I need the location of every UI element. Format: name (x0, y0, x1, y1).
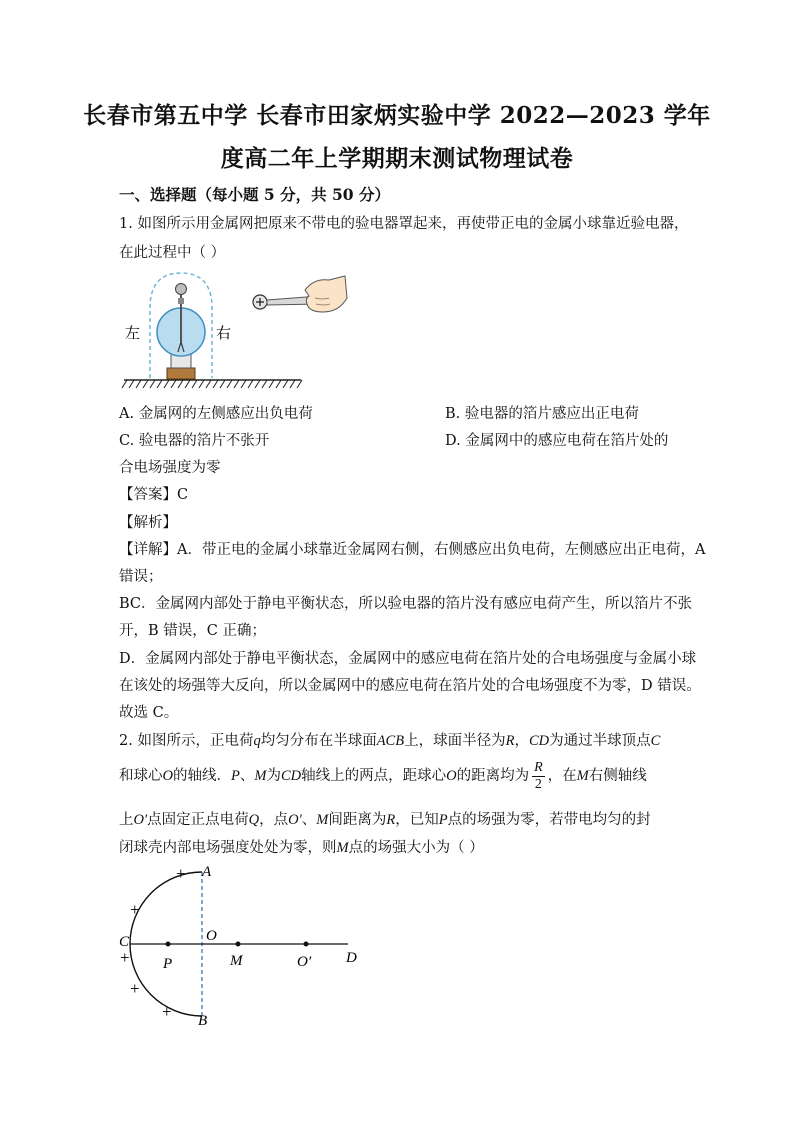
q2-text: 右侧轴线 (588, 768, 647, 784)
q2-text: ，已知 (395, 812, 439, 828)
q1-detail-line-3: BC．金属网内部处于静电平衡状态，所以验电器的箔片没有感应电荷产生，所以箔片不张 (119, 596, 693, 612)
q2-text: ，在 (547, 768, 577, 784)
q2-text: 、 (301, 812, 317, 828)
label-c: C (119, 934, 130, 950)
label-m: M (230, 953, 243, 969)
q2-text: 上，球面半径为 (404, 733, 506, 749)
q2-var-o-prime: O′ (133, 812, 148, 828)
plus-sign: + (130, 900, 140, 919)
point-m (236, 942, 241, 947)
q2-text: 点的场强为零，若带电均匀的封 (447, 812, 651, 828)
q2-figure-hemisphere (112, 858, 372, 1033)
label-o-prime: O′ (297, 954, 312, 970)
plus-sign: + (120, 948, 130, 967)
answer-tag: 【答案】 (119, 487, 177, 503)
title-line-1: 长春市第五中学 长春市田家炳实验中学 2022—2023 学年 (83, 102, 711, 129)
q2-var-o: O (446, 768, 457, 784)
fraction-numerator: R (534, 759, 543, 775)
label-o: O (206, 928, 217, 944)
q1-option-d-line-2: 合电场强度为零 (119, 460, 221, 476)
q2-var-cd: CD (528, 733, 550, 749)
q2-text: 、 (239, 768, 255, 784)
q2-text: 轴线上的两点，距球心 (301, 768, 447, 784)
label-a: A (202, 864, 212, 880)
hand (305, 276, 347, 312)
q2-var-r: R (386, 812, 396, 828)
detail-tag: 【详解】 (119, 542, 177, 558)
q1-option-d-line-1: D. 金属网中的感应电荷在箔片处的 (445, 433, 669, 449)
detail-text-1: A．带正电的金属小球靠近金属网右侧，右侧感应出负电荷，左侧感应出正电荷，A (177, 542, 706, 558)
q2-var-o-prime: O′ (288, 812, 302, 828)
q2-text: 间距离为 (328, 812, 387, 828)
q2-var-acb: ACB (376, 733, 405, 749)
q1-detail-line-2: 错误； (119, 569, 163, 585)
q2-var-m: M (576, 768, 589, 784)
q2-var-o: O (162, 768, 173, 784)
q1-detail-line-5: D．金属网内部处于静电平衡状态，金属网中的感应电荷在箔片处的合电场强度与金属小球 (119, 651, 697, 667)
label-right: 右 (216, 326, 232, 342)
label-left: 左 (125, 326, 141, 342)
q2-text: 闭球壳内部电场强度处处为零，则 (119, 840, 337, 856)
q2-var-cd: CD (280, 768, 302, 784)
q2-text: 2. 如图所示，正电荷 (119, 733, 254, 749)
q2-var-m: M (316, 812, 329, 828)
q2-stem-line-3 (119, 808, 651, 829)
q2-text: 和球心 (119, 768, 163, 784)
section-heading: 一、选择题（每小题 5 分，共 50 分） (119, 185, 390, 204)
rod-insulator (178, 298, 184, 304)
q2-var-q: Q (248, 812, 260, 828)
electroscope-knob (176, 284, 187, 295)
q1-figure-electroscope (119, 268, 349, 393)
plus-sign: + (130, 979, 140, 998)
answer-value: C (177, 487, 189, 503)
electroscope-base (167, 368, 195, 379)
q1-detail-line-4: 开，B 错误，C 正确； (119, 623, 266, 639)
plus-sign: + (176, 864, 186, 883)
q1-detail-line-7: 故选 C。 (119, 705, 179, 721)
q2-var-p: P (438, 812, 448, 828)
q1-analysis-tag: 【解析】 (119, 515, 177, 531)
q1-stem-line-2: 在此过程中（ ） (119, 245, 226, 261)
label-d: D (346, 950, 357, 966)
q2-var-r: R (505, 733, 515, 749)
q2-text: ， (514, 733, 529, 749)
q2-text: 为通过半球顶点 (549, 733, 651, 749)
q2-stem-line-1 (119, 729, 660, 750)
q2-text: 均匀分布在半球面 (260, 733, 377, 749)
q2-text: 上 (119, 812, 134, 828)
point-o-prime (304, 942, 309, 947)
label-p: P (163, 956, 173, 972)
point-p (166, 942, 171, 947)
q2-stem-line-4 (119, 836, 484, 857)
q2-var-q: q (253, 733, 261, 749)
q2-text: ，点 (259, 812, 289, 828)
q2-text: 为 (266, 768, 281, 784)
q2-text: 的轴线． (172, 768, 231, 784)
q1-stem-line-1: 1. 如图所示用金属网把原来不带电的验电器罩起来，再使带正电的金属小球靠近验电器， (119, 216, 689, 232)
q1-option-a: A. 金属网的左侧感应出负电荷 (119, 406, 313, 422)
q1-detail-line-1 (119, 538, 705, 559)
q1-option-c: C. 验电器的箔片不张开 (119, 433, 270, 449)
q2-text: 点的场强大小为（ ） (348, 840, 484, 856)
fraction-r-over-2 (532, 760, 545, 793)
q2-var-m: M (254, 768, 267, 784)
q2-var-c: C (650, 733, 661, 749)
title-line-2: 度高二年上学期期末测试物理试卷 (220, 145, 574, 172)
q1-option-b: B. 验电器的箔片感应出正电荷 (445, 406, 639, 422)
q2-text: 的距离均为 (456, 768, 530, 784)
q2-stem-line-2 (119, 758, 647, 794)
label-b: B (198, 1013, 208, 1029)
q2-var-p: P (230, 768, 240, 784)
q2-text: 点固定正点电荷 (147, 812, 249, 828)
fraction-denominator: 2 (534, 776, 542, 792)
plus-sign: + (162, 1002, 172, 1021)
q1-answer (119, 483, 188, 504)
q2-var-m: M (336, 840, 349, 856)
q1-detail-line-6: 在该处的场强等大反向，所以金属网中的感应电荷在箔片处的合电场强度不为零，D 错误。 (119, 678, 701, 694)
ground-hatch (122, 380, 302, 388)
